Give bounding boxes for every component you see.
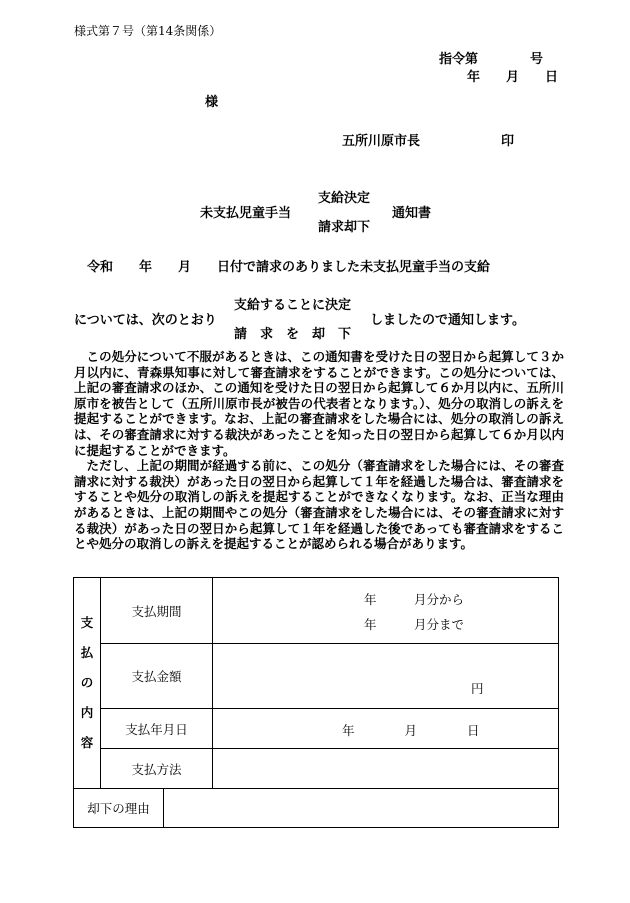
rejection-reason-row xyxy=(74,789,559,828)
decision-line-left: については、次のとおり xyxy=(74,313,217,328)
notice-number: 指令第 号 xyxy=(439,52,544,67)
payment-method-cell xyxy=(213,749,559,789)
payment-period-cell xyxy=(213,578,559,644)
period-from: 年 月分から xyxy=(364,592,465,607)
side-char: 支 xyxy=(80,615,94,630)
date-line: 年 月 日 xyxy=(467,70,559,85)
appeal-paragraph-2: ただし、上記の期間が経過する前に、この処分（審査請求をした場合には、その審査請求に対する裁決）があった日の翌日から起算して１年を経過した場合は、審査請求をすることや処分の取消しの訴えを提起することができなくなります。なお、正当な理由があるときは、上記の期間やこの処分（審査請求をした場合には、その審査請求に対する裁決）があった日の翌日から起算して１年を経過した後であっても審査請求をすることや処分の取消しの訴えを提起することが認められる場合があります。 xyxy=(74,458,564,552)
rejection-reason-label xyxy=(74,789,164,827)
payment-date-cell xyxy=(213,709,559,749)
decision-line-right: しましたので通知します。 xyxy=(370,313,525,328)
rejection-reason-text: 却下の理由 xyxy=(87,801,150,816)
payment-details-table xyxy=(73,577,559,828)
payment-date-label: 支払年月日 xyxy=(101,709,213,749)
payment-method-label: 支払方法 xyxy=(101,749,213,789)
side-char: 払 xyxy=(80,645,94,660)
decision-option-reject: 請 求 を 却 下 xyxy=(234,327,352,342)
side-char: の xyxy=(80,675,94,690)
payment-amount-cell xyxy=(213,644,559,709)
payment-amount-label: 支払金額 xyxy=(101,644,213,709)
addressee: 様 xyxy=(205,95,219,110)
period-to: 年 月分まで xyxy=(364,617,465,632)
title-option-reject: 請求却下 xyxy=(318,220,371,235)
title-left: 未支払児童手当 xyxy=(200,206,292,221)
seal-mark: 印 xyxy=(501,134,515,149)
payment-date-value: 年 月 日 xyxy=(342,723,480,738)
appeal-notice xyxy=(74,349,564,552)
mayor-name: 五所川原市長 xyxy=(342,134,421,149)
title-option-approve: 支給決定 xyxy=(318,191,371,206)
side-char: 容 xyxy=(80,735,94,750)
decision-option-approve: 支給することに決定 xyxy=(234,298,352,313)
request-date-line: 令和 年 月 日付で請求のありました未支払児童手当の支給 xyxy=(87,260,491,275)
payment-content-label xyxy=(74,578,101,789)
form-number: 様式第７号（第14条関係） xyxy=(74,24,222,38)
amount-unit: 円 xyxy=(471,681,484,696)
appeal-paragraph-1: この処分について不服があるときは、この通知書を受けた日の翌日から起算して３か月以内に、青森県知事に対して審査請求をすることができます。この処分については、上記の審査請求のほか、この通知を受けた日の翌日から起算して６か月以内に、五所川原市を被告として（五所川原市長が被告の代表者となります。）、処分の取消しの訴えを提起することができます。なお、上記の審査請求をした場合には、処分の取消しの訴えは、その審査請求に対する裁決があったことを知った日の翌日から起算して６か月以内に提起することができます。 xyxy=(74,349,564,458)
payment-period-label: 支払期間 xyxy=(101,578,213,644)
title-right: 通知書 xyxy=(392,206,432,221)
side-char: 内 xyxy=(80,705,94,720)
